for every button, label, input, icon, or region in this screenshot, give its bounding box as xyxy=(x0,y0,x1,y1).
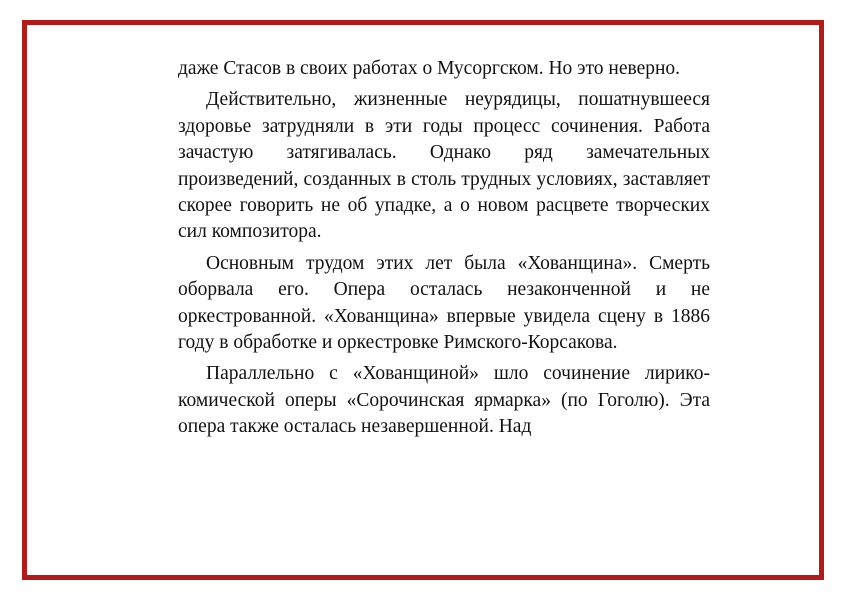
paragraph-khovanshchina: Основным трудом этих лет была «Хованщина». Смерть оборвала его. Опера осталась незаконченной и не оркестрованной. «Хованщина» впервые увидела сцену в 1886 году в обработке и оркестровке Римского-Корсакова. xyxy=(178,252,710,354)
document-text-block xyxy=(178,56,710,446)
paragraph-hardships: Действительно, жизненные неурядицы, пошатнувшееся здоровье затрудняли в эти годы процесс сочинения. Работа зачастую затягивалась. Однако ряд замечательных произведений, созданных в столь трудных условиях, заставляет скорее говорить не об упадке, а о новом расцвете творческих сил композитора. xyxy=(178,89,710,243)
paragraph-continuation: даже Стасов в своих работах о Мусоргском. Но это неверно. xyxy=(178,58,681,79)
paragraph-sorochintsy-fair: Параллельно с «Хованщиной» шло сочинение лирико-комической оперы «Сорочинская ярмарка» (по Гоголю). Эта опера также осталась незавершенной. Над xyxy=(178,363,710,438)
